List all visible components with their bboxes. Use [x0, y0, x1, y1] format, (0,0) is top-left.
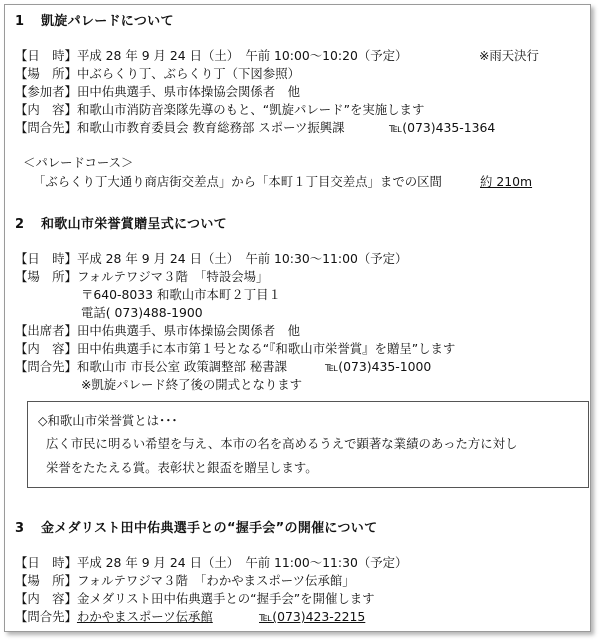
section2-heading	[15, 217, 227, 233]
document-content	[5, 5, 590, 631]
s3-contact-tel: ℡(073)423-2215	[259, 609, 366, 624]
s1-row-place: 【場 所】中ぶらくり丁、ぶらくり丁（下図参照）	[15, 66, 300, 81]
s1-row-contact: 【問合先】和歌山市教育委員会 教育総務部 スポーツ振興課	[15, 120, 345, 135]
s2-row-date: 【日 時】平成 28 年 9 月 24 日（土） 午前 10:30～11:00（予定）	[15, 251, 408, 266]
s1-rain-note: ※雨天決行	[479, 48, 539, 63]
s1-row-date: 【日 時】平成 28 年 9 月 24 日（土） 午前 10:00～10:20（予定）	[15, 48, 408, 63]
s2-row-attendees: 【出席者】田中佑典選手、県市体操協会関係者 他	[15, 323, 300, 338]
section1-number: 1	[15, 14, 25, 29]
s3-row-date: 【日 時】平成 28 年 9 月 24 日（土） 午前 11:00～11:30（予定）	[15, 555, 408, 570]
section2-number: 2	[15, 217, 25, 232]
s2-row-content: 【内 容】田中佑典選手に本市第１号となる“『和歌山市栄誉賞』を贈呈”します	[15, 341, 456, 356]
s2-phone: 電話( 073)488-1900	[81, 305, 203, 320]
award-box-line-2: 栄誉をたたえる賞。表彰状と銀盃を贈呈します。	[46, 460, 318, 475]
award-box-title: ◇和歌山市栄誉賞とは･･･	[38, 413, 178, 428]
s3-row-contact: 【問合先】わかやまスポーツ伝承館	[15, 609, 213, 624]
s2-row-place: 【場 所】フォルテワジマ３階 「特設会場」	[15, 269, 269, 284]
section1-heading	[15, 14, 174, 30]
s2-address: 〒640-8033 和歌山市本町２丁目１	[81, 287, 281, 302]
section1-title: 凱旋パレードについて	[41, 14, 174, 29]
document-page	[4, 4, 591, 632]
section2-title: 和歌山市栄誉賞贈呈式について	[41, 217, 227, 232]
award-info-box	[27, 401, 589, 488]
section3-number: 3	[15, 521, 25, 536]
s2-contact-tel: ℡(073)435-1000	[325, 359, 432, 374]
s3-row-place: 【場 所】フォルテワジマ３階 「わかやまスポーツ伝承館」	[15, 573, 355, 588]
s1-contact-tel: ℡(073)435-1364	[389, 120, 496, 135]
section3-title: 金メダリスト田中佑典選手との“握手会”の開催について	[41, 521, 378, 536]
s1-course-text: 「ぶらくり丁大通り商店街交差点」から「本町１丁目交差点」までの区間	[33, 174, 442, 189]
s1-row-participants: 【参加者】田中佑典選手、県市体操協会関係者 他	[15, 84, 300, 99]
s3-row-content: 【内 容】金メダリスト田中佑典選手との“握手会”を開催します	[15, 591, 375, 606]
s1-course-distance: 約 210m	[480, 174, 533, 189]
s2-row-contact: 【問合先】和歌山市 市長公室 政策調整部 秘書課	[15, 359, 288, 374]
s2-note: ※凱旋パレード終了後の開式となります	[81, 377, 303, 392]
s1-row-content: 【内 容】和歌山市消防音楽隊先導のもと、“凱旋パレード”を実施します	[15, 102, 425, 117]
award-box-line-1: 広く市民に明るい希望を与え、本市の名を高めるうえで顕著な業績のあった方に対し	[46, 436, 518, 451]
section3-heading	[15, 521, 377, 537]
s1-course-title: ＜パレードコース＞	[23, 155, 134, 170]
